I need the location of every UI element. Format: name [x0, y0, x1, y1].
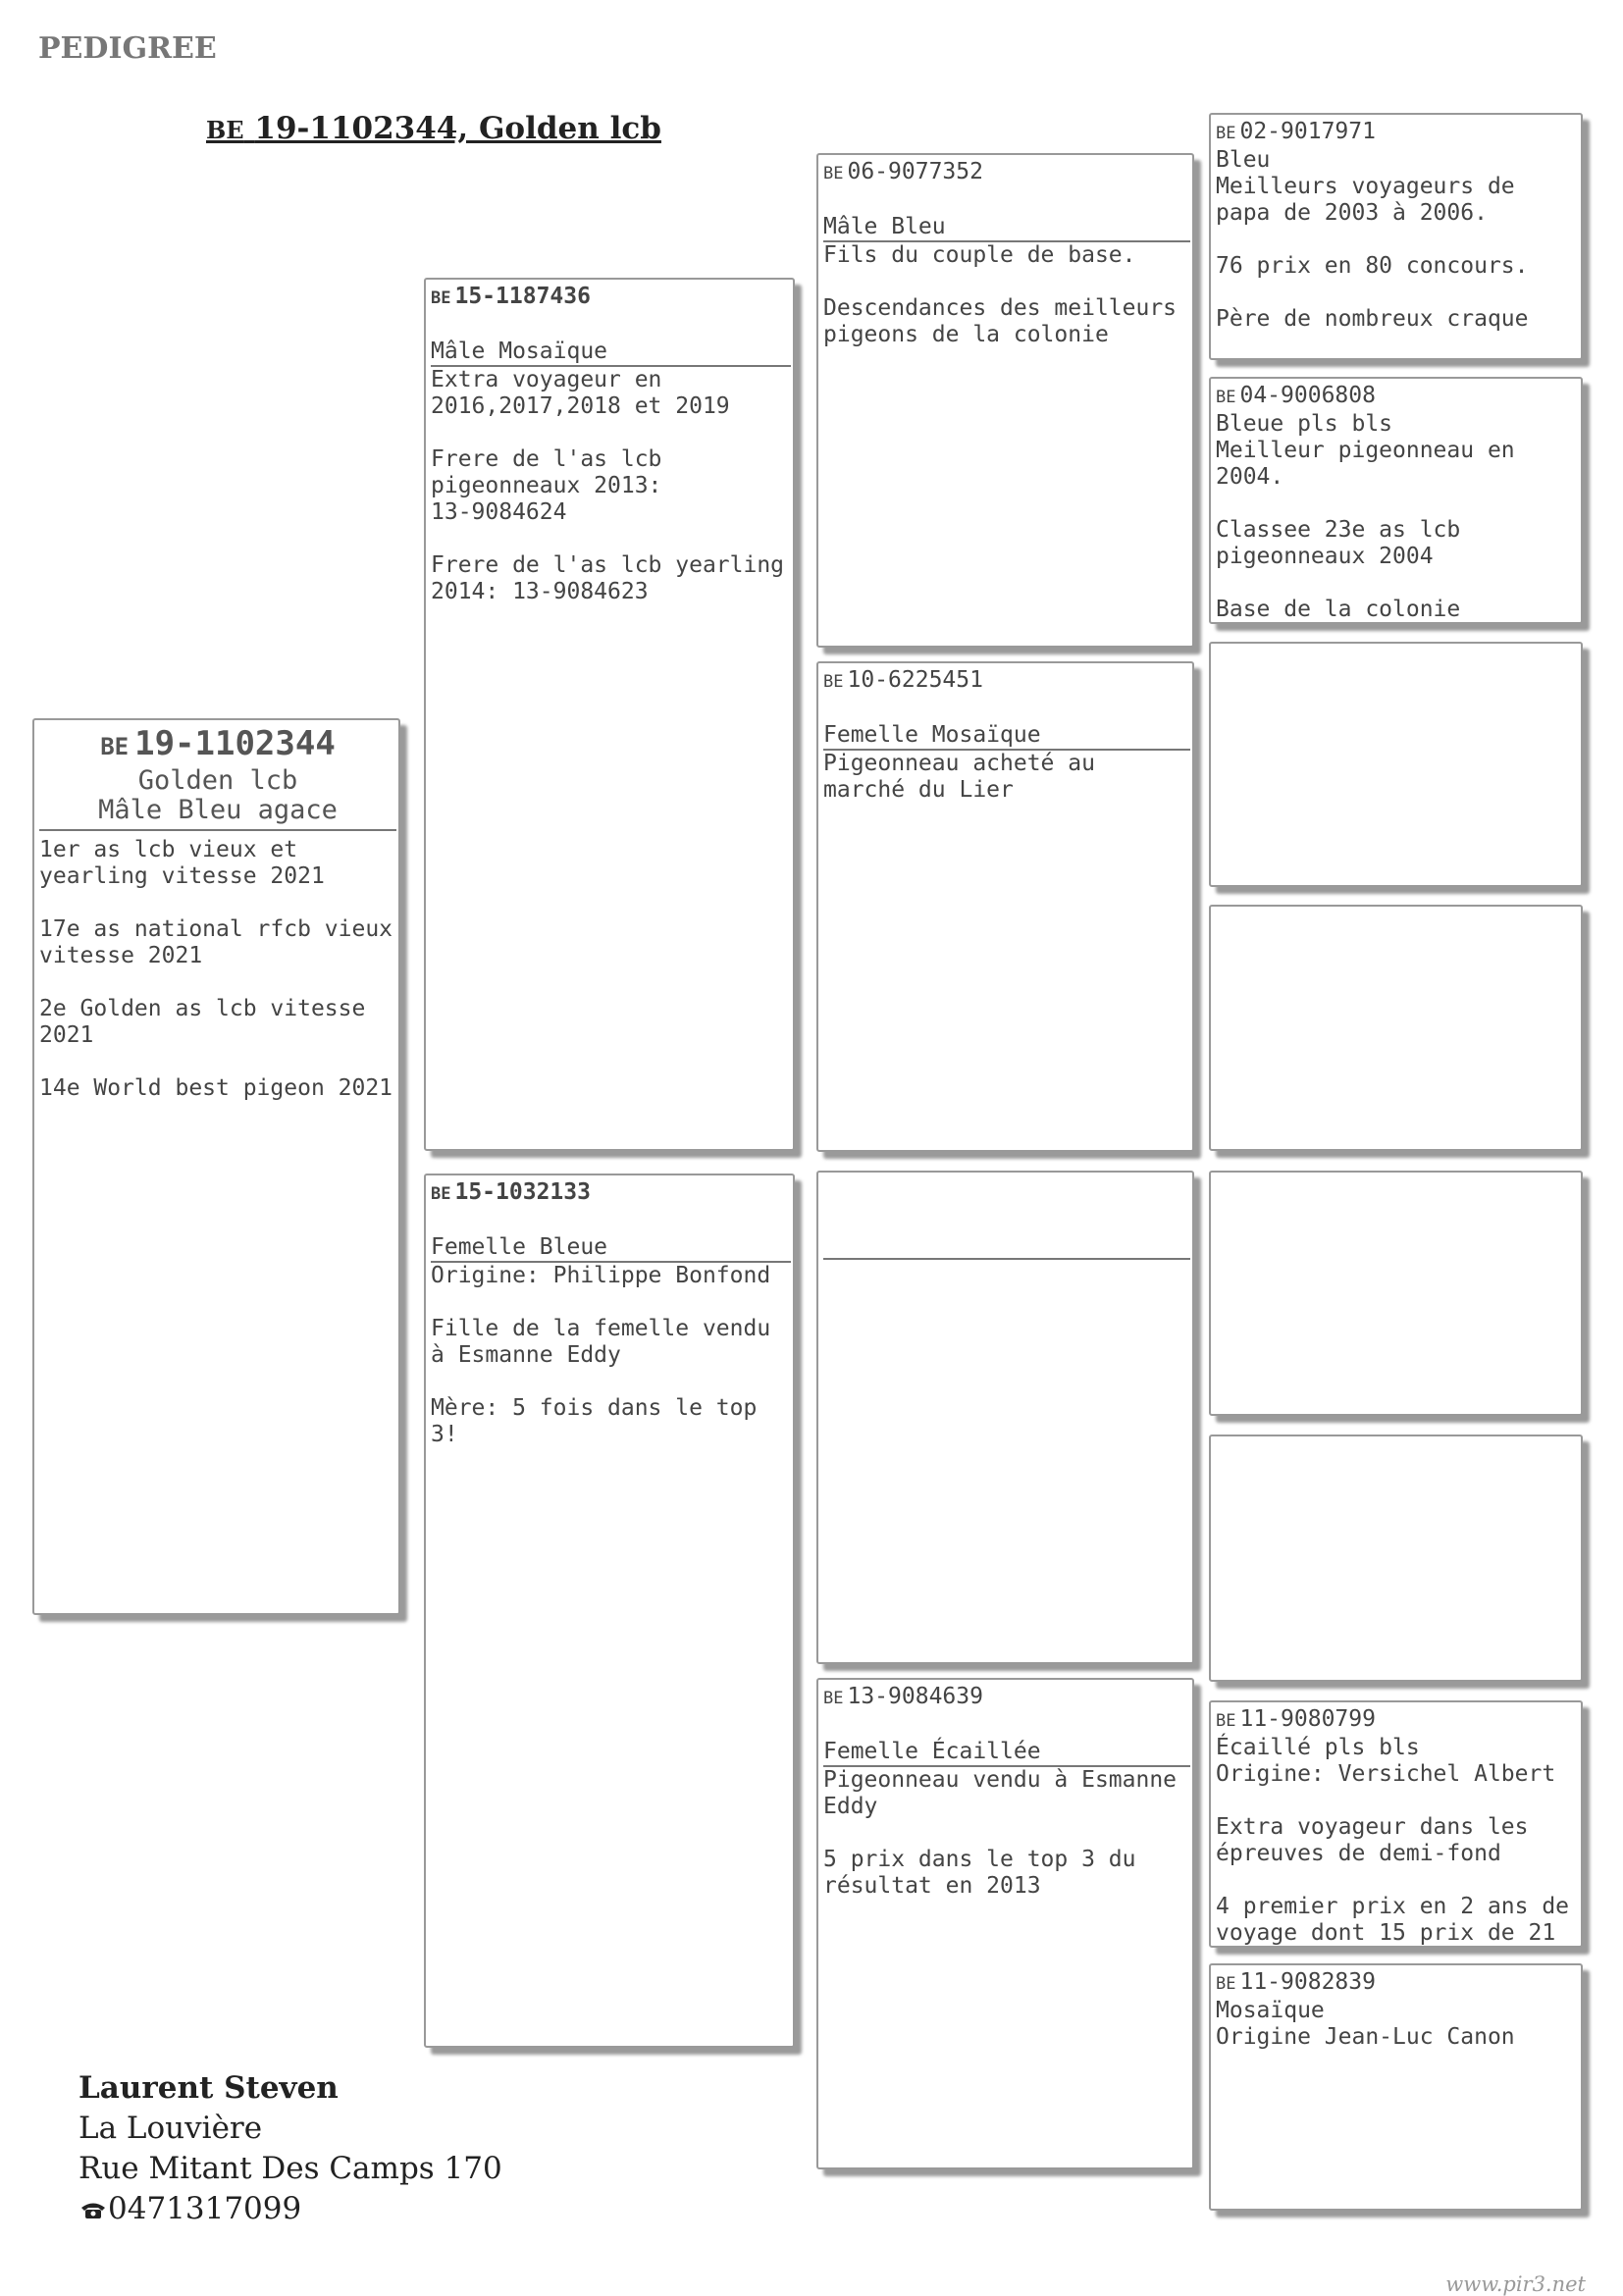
sire-country-code: BE	[431, 288, 451, 308]
gg2-color: Bleue pls bls	[1216, 411, 1393, 437]
gg2-ring-number: 04-9006808	[1239, 383, 1376, 408]
sire-dam-notes: Pigeonneau acheté au marché du Lier	[823, 751, 1095, 803]
great-grandparent-4-card	[1209, 905, 1583, 1151]
subject-country-code: BE	[100, 733, 130, 760]
gg7-notes: Origine: Versichel Albert Extra voyageur dans les épreuves de demi-fond 4 premier prix en 2 ans de voyage dont 15 prix de 21	[1216, 1761, 1570, 1946]
subject-header	[39, 724, 396, 831]
dam-ring	[431, 1179, 788, 1208]
great-grandparent-3-card	[1209, 642, 1583, 887]
gg7-country-code: BE	[1216, 1711, 1236, 1731]
sire-dam-ring	[823, 667, 1187, 696]
subject-ring	[39, 724, 396, 766]
great-grandparent-8-card	[1209, 1963, 1583, 2211]
gg1-ring-number: 02-9017971	[1239, 119, 1376, 144]
subject-ring-number: 19-1102344	[134, 724, 336, 763]
gg8-notes: Origine Jean-Luc Canon	[1216, 2024, 1515, 2050]
gg8-country-code: BE	[1216, 1974, 1236, 1994]
subject-name: Golden lcb	[137, 765, 298, 796]
great-grandparent-7-card	[1209, 1700, 1583, 1948]
owner-address: Rue Mitant Des Camps 170	[79, 2151, 502, 2186]
sire-card	[424, 278, 795, 1151]
gg8-ring	[1216, 1969, 1576, 1998]
dam-sire-ring	[823, 1176, 1187, 1205]
subject-sex-color: Mâle Bleu agace	[98, 795, 338, 825]
subject-notes: 1er as lcb vieux et yearling vitesse 2021 17e as national rfcb vieux vitesse 2021 2e Golden as lcb vitesse 2021 14e World best pigeon 2021	[39, 837, 393, 1101]
sire-ring	[431, 284, 788, 312]
dam-sex-color: Femelle Bleue	[431, 1234, 791, 1263]
watermark: www.pir3.net	[1445, 2272, 1586, 2296]
great-grandparent-2-card	[1209, 377, 1583, 624]
phone-icon	[79, 2191, 108, 2213]
dam-dam-notes: Pigeonneau vendu à Esmanne Eddy 5 prix dans le top 3 du résultat en 2013	[823, 1767, 1178, 1899]
pedigree-title	[206, 111, 661, 146]
dam-sire-sex-color	[823, 1231, 1190, 1260]
owner-name: Laurent Steven	[79, 2070, 339, 2106]
gg7-ring	[1216, 1706, 1576, 1735]
great-grandparent-1-card	[1209, 113, 1583, 360]
dam-ring-number: 15-1032133	[454, 1179, 591, 1205]
sire-sire-card	[816, 153, 1194, 648]
gg7-ring-number: 11-9080799	[1239, 1706, 1376, 1732]
owner-city: La Louvière	[79, 2111, 263, 2146]
sire-sire-notes: Fils du couple de base. Descendances des meilleurs pigeons de la colonie	[823, 242, 1178, 347]
subject-card	[32, 718, 400, 1615]
sire-sex-color: Mâle Mosaïque	[431, 339, 791, 367]
great-grandparent-6-card	[1209, 1435, 1583, 1682]
sire-dam-country-code: BE	[823, 672, 844, 692]
gg7-color: Écaillé pls bls	[1216, 1735, 1420, 1760]
owner-phone-line	[79, 2189, 502, 2229]
gg2-ring	[1216, 383, 1576, 411]
dam-dam-ring	[823, 1684, 1187, 1712]
page-header: PEDIGREE	[38, 31, 217, 66]
gg1-ring	[1216, 119, 1576, 147]
gg2-notes: Meilleur pigeonneau en 2004. Classee 23e as lcb pigeonneaux 2004 Base de la colonie	[1216, 438, 1515, 622]
sire-dam-sex-color: Femelle Mosaïque	[823, 722, 1190, 751]
gg1-color: Bleu	[1216, 147, 1271, 173]
gg1-country-code: BE	[1216, 124, 1236, 143]
sire-sire-country-code: BE	[823, 164, 844, 183]
sire-sire-ring-number: 06-9077352	[847, 159, 983, 184]
dam-country-code: BE	[431, 1184, 451, 1204]
title-country-code: BE	[206, 116, 244, 144]
gg2-country-code: BE	[1216, 388, 1236, 407]
sire-dam-card	[816, 661, 1194, 1152]
sire-sire-ring	[823, 159, 1187, 187]
dam-notes: Origine: Philippe Bonfond Fille de la femelle vendu à Esmanne Eddy Mère: 5 fois dans le top 3!	[431, 1263, 771, 1447]
owner-phone: 0471317099	[108, 2191, 302, 2226]
gg8-color: Mosaïque	[1216, 1998, 1325, 2023]
dam-dam-sex-color: Femelle Écaillée	[823, 1739, 1190, 1767]
sire-dam-ring-number: 10-6225451	[847, 667, 983, 693]
title-ring: 19-1102344, Golden lcb	[254, 111, 661, 146]
great-grandparent-5-card	[1209, 1171, 1583, 1416]
sire-notes: Extra voyageur en 2016,2017,2018 et 2019 Frere de l'as lcb pigeonneaux 2013: 13-9084624 Frere de l'as lcb yearling 2014: 13-9084623	[431, 367, 785, 604]
dam-dam-ring-number: 13-9084639	[847, 1684, 983, 1709]
gg8-ring-number: 11-9082839	[1239, 1969, 1376, 1995]
dam-dam-country-code: BE	[823, 1689, 844, 1708]
dam-sire-card	[816, 1171, 1194, 1664]
gg1-notes: Meilleurs voyageurs de papa de 2003 à 2006. 76 prix en 80 concours. Père de nombreux craque	[1216, 174, 1529, 332]
dam-dam-card	[816, 1678, 1194, 2169]
dam-card	[424, 1174, 795, 2048]
owner-info	[79, 2068, 502, 2229]
sire-sire-sex-color: Mâle Bleu	[823, 214, 1190, 242]
sire-ring-number: 15-1187436	[454, 284, 591, 309]
